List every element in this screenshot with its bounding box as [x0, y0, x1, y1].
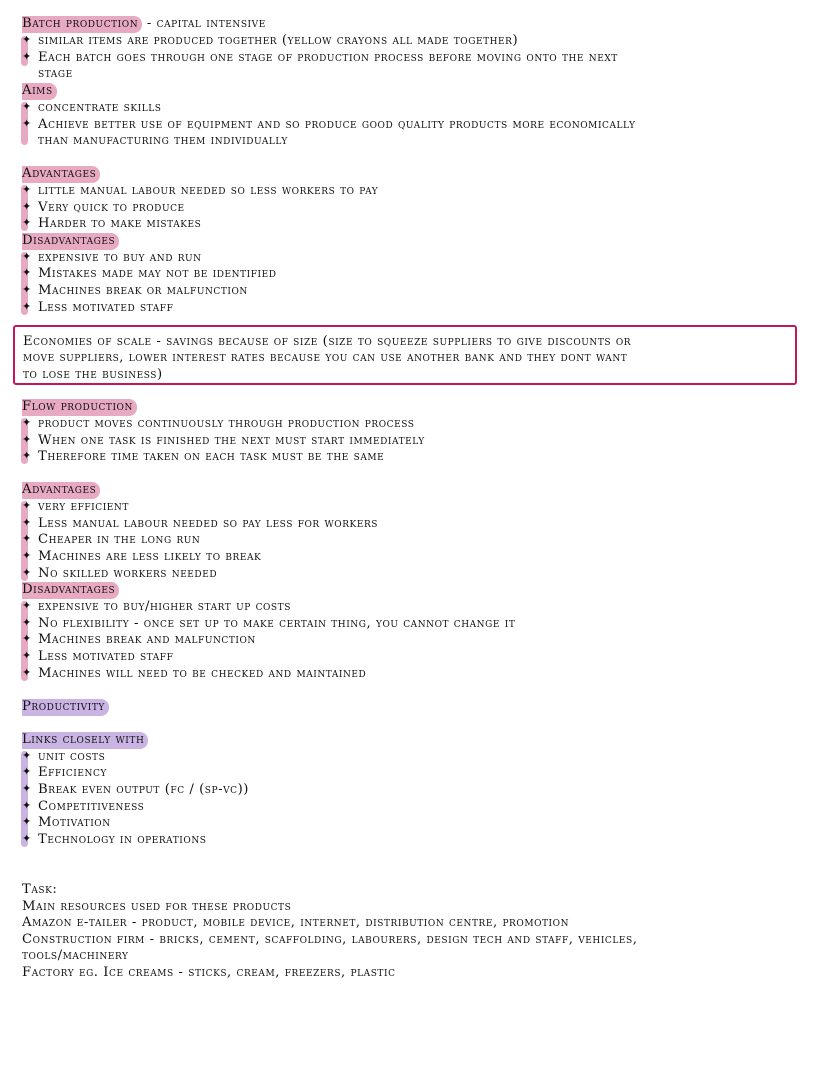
list-item: ✦ Each batch goes through one stage of production process before moving onto the next: [22, 50, 618, 65]
aims-heading-line: [22, 83, 57, 100]
bullet-icon: ✦: [22, 50, 32, 63]
batch-advantages-heading-line: [22, 166, 100, 183]
bullet-icon: ✦: [22, 599, 32, 612]
list-item: ✦ No flexibility - once set up to make certain thing, you cannot change it: [22, 616, 516, 631]
bullet-icon: ✦: [22, 649, 32, 662]
flow-advantages-heading: Advantages: [22, 482, 100, 499]
batch-advantages-heading: Advantages: [22, 166, 100, 183]
bullet-icon: ✦: [22, 300, 32, 313]
flow-disadvantages-heading: Disadvantages: [22, 582, 119, 599]
task-line: Construction firm - bricks, cement, scaffolding, labourers, design tech and staff, vehicles,: [22, 932, 638, 947]
list-item: ✦ Mistakes made may not be identified: [22, 266, 277, 281]
bullet-icon: ✦: [22, 566, 32, 579]
economies-line: to lose the business): [23, 367, 163, 382]
list-item: ✦ When one task is finished the next must start immediately: [22, 433, 425, 448]
list-item: ✦ Break even output (fc / (sp-vc)): [22, 782, 250, 797]
batch-heading: Batch production: [22, 16, 142, 33]
list-item: ✦ Competitiveness: [22, 799, 145, 814]
list-item: ✦ Machines break or malfunction: [22, 283, 248, 298]
list-item: ✦ little manual labour needed so less workers to pay: [22, 183, 379, 198]
task-heading: Task:: [22, 882, 58, 897]
flow-heading: Flow production: [22, 399, 137, 416]
bullet-icon: ✦: [22, 666, 32, 679]
productivity-heading: Productivity: [22, 699, 109, 716]
list-item: ✦ Less motivated staff: [22, 649, 174, 664]
bullet-icon: ✦: [22, 799, 32, 812]
bullet-icon: ✦: [22, 815, 32, 828]
bullet-icon: ✦: [22, 832, 32, 845]
list-item: ✦ product moves continuously through production process: [22, 416, 415, 431]
bullet-icon: ✦: [22, 449, 32, 462]
list-item: ✦ Less manual labour needed so pay less for workers: [22, 516, 378, 531]
batch-disadvantages-heading: Disadvantages: [22, 233, 119, 250]
batch-disadvantages-heading-line: [22, 233, 119, 250]
list-item: ✦ Achieve better use of equipment and so produce good quality products more economically: [22, 117, 636, 132]
bullet-icon: ✦: [22, 266, 32, 279]
links-heading-line: [22, 732, 148, 749]
economies-of-scale-box: [13, 325, 797, 385]
list-item: ✦ Machines will need to be checked and maintained: [22, 666, 367, 681]
bullet-icon: ✦: [22, 516, 32, 529]
bullet-icon: ✦: [22, 117, 32, 130]
task-line: tools/machinery: [22, 948, 129, 963]
list-item: ✦ Machines are less likely to break: [22, 549, 262, 564]
bullet-icon: ✦: [22, 433, 32, 446]
bullet-icon: ✦: [22, 749, 32, 762]
bullet-icon: ✦: [22, 100, 32, 113]
bullet-icon: ✦: [22, 632, 32, 645]
bullet-icon: ✦: [22, 200, 32, 213]
bullet-icon: ✦: [22, 250, 32, 263]
task-line: Factory eg. Ice creams - sticks, cream, freezers, plastic: [22, 965, 396, 980]
list-item-continued: than manufacturing them individually: [38, 133, 288, 148]
bullet-icon: ✦: [22, 33, 32, 46]
batch-heading-suffix: - capital intensive: [142, 16, 266, 31]
bullet-icon: ✦: [22, 549, 32, 562]
bullet-icon: ✦: [22, 765, 32, 778]
task-line: Amazon e-tailer - product, mobile device, internet, distribution centre, promotion: [22, 915, 570, 930]
bullet-icon: ✦: [22, 782, 32, 795]
list-item: ✦ Cheaper in the long run: [22, 532, 201, 547]
list-item: ✦ Therefore time taken on each task must be the same: [22, 449, 385, 464]
list-item: ✦ very efficient: [22, 499, 129, 514]
bullet-icon: ✦: [22, 283, 32, 296]
links-heading: Links closely with: [22, 732, 148, 749]
list-item: ✦ concentrate skills: [22, 100, 162, 115]
bullet-icon: ✦: [22, 416, 32, 429]
batch-heading-line: [22, 16, 266, 33]
bullet-icon: ✦: [22, 499, 32, 512]
list-item: ✦ Less motivated staff: [22, 300, 174, 315]
bullet-icon: ✦: [22, 216, 32, 229]
list-item: ✦ No skilled workers needed: [22, 566, 218, 581]
list-item: ✦ unit costs: [22, 749, 106, 764]
productivity-heading-line: [22, 699, 109, 716]
list-item: ✦ Motivation: [22, 815, 111, 830]
list-item: ✦ Very quick to produce: [22, 200, 185, 215]
list-item: ✦ expensive to buy/higher start up costs: [22, 599, 291, 614]
flow-disadvantages-heading-line: [22, 582, 119, 599]
task-line: Main resources used for these products: [22, 899, 292, 914]
list-item: ✦ expensive to buy and run: [22, 250, 202, 265]
list-item: ✦ similar items are produced together (yellow crayons all made together): [22, 33, 519, 48]
list-item: ✦ Efficiency: [22, 765, 107, 780]
bullet-icon: ✦: [22, 183, 32, 196]
flow-heading-line: [22, 399, 137, 416]
aims-heading: Aims: [22, 83, 57, 100]
economies-line: Economies of scale - savings because of size (size to squeeze suppliers to give discounts or: [23, 334, 632, 349]
list-item: ✦ Machines break and malfunction: [22, 632, 256, 647]
bullet-icon: ✦: [22, 616, 32, 629]
flow-advantages-heading-line: [22, 482, 100, 499]
bullet-icon: ✦: [22, 532, 32, 545]
economies-line: move suppliers, lower interest rates because you can use another bank and they dont want: [23, 350, 628, 365]
list-item: ✦ Harder to make mistakes: [22, 216, 202, 231]
list-item-continued: stage: [38, 66, 73, 81]
list-item: ✦ Technology in operations: [22, 832, 207, 847]
